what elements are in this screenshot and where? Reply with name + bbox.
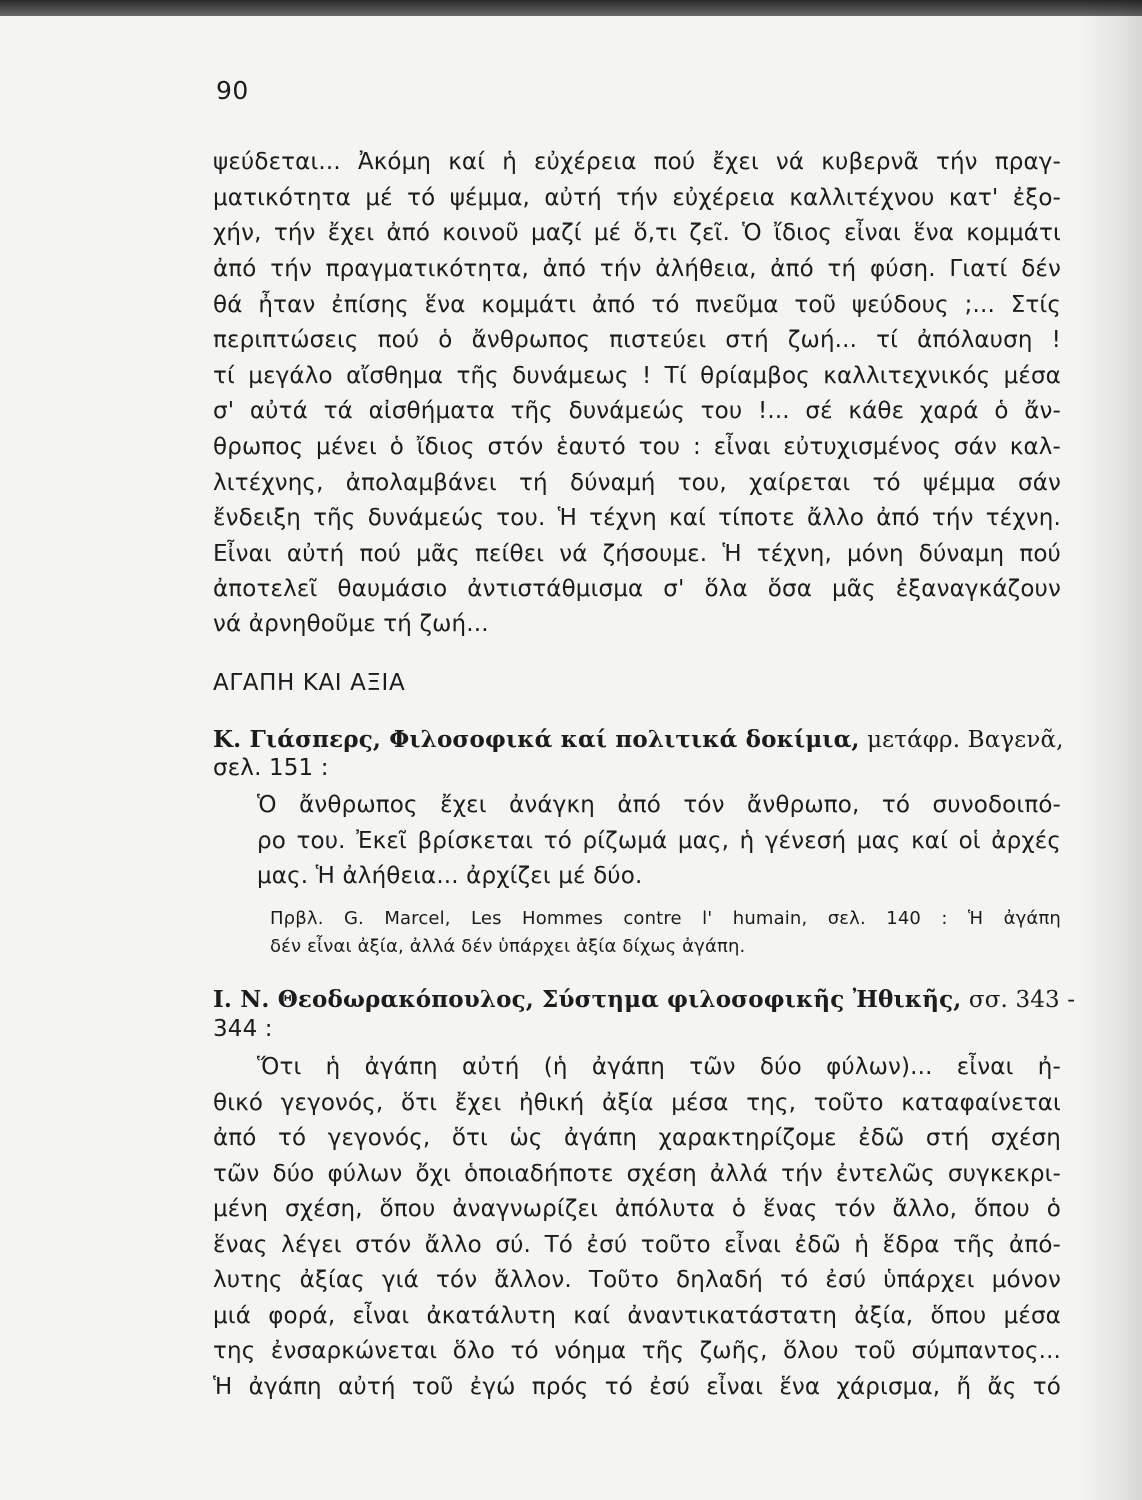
text-line: θρωπος μένει ὁ ἴδιος στόν ἑαυτό του : εἶναι εὐτυχισμένος σάν καλ-: [213, 434, 1061, 460]
page-number: 90: [216, 76, 249, 105]
reference-author-title: Κ. Γιάσπερς, Φιλοσοφικά καί πολιτικά δοκίμια,: [213, 726, 860, 753]
text-line: σ' αὐτά τά αἰσθήματα τῆς δυνάμεώς του !... σέ κάθε χαρά ὁ ἄν-: [213, 398, 1061, 424]
text-line: θά ἦταν ἐπίσης ἕνα κομμάτι ἀπό τό πνεῦμα τοῦ ψεύδους ;... Στίς: [213, 292, 1061, 318]
text-line: λυτης ἀξίας γιά τόν ἄλλον. Τοῦτο δηλαδή τό ἐσύ ὑπάρχει μόνον: [213, 1267, 1061, 1293]
text-line: τῶν δύο φύλων ὄχι ὁποιαδήποτε σχέση ἀλλά τήν ἐντελῶς συγκεκρι-: [213, 1161, 1061, 1187]
text-line: χήν, τήν ἔχει ἀπό κοινοῦ μαζί μέ ὅ,τι ζεῖ. Ὁ ἴδιος εἶναι ἕνα κομμάτι: [213, 220, 1061, 246]
citation-line: δέν εἶναι ἀξία, ἀλλά δέν ὑπάρχει ἀξία δίχως ἀγάπη.: [270, 936, 746, 957]
reference-page: 344 :: [213, 1016, 273, 1042]
section-heading: ΑΓΑΠΗ ΚΑΙ ΑΞΙΑ: [213, 670, 406, 696]
page-edge-shadow: [1078, 0, 1142, 1500]
text-line: Ὅτι ἡ ἀγάπη αὐτή (ἡ ἀγάπη τῶν δύο φύλων)... εἶναι ἠ-: [257, 1054, 1061, 1080]
text-line: Ὁ ἄνθρωπος ἔχει ἀνάγκη ἀπό τόν ἄνθρωπο, τό συνοδοιπό-: [257, 792, 1061, 818]
text-line: λιτέχνης, ἀπολαμβάνει τή δύναμή του, χαίρεται τό ψέμμα σάν: [213, 470, 1061, 496]
text-line: μας. Ἡ ἀλήθεια... ἀρχίζει μέ δύο.: [257, 863, 643, 889]
text-line: τί μεγάλο αἴσθημα τῆς δυνάμεως ! Τί θρίαμβος καλλιτεχνικός μέσα: [213, 363, 1061, 389]
text-line: ἕνας λέγει στόν ἄλλο σύ. Τό ἐσύ τοῦτο εἶναι ἐδῶ ἡ ἕδρα τῆς ἀπό-: [213, 1232, 1061, 1258]
text-line: μένη σχέση, ὅπου ἀναγνωρίζει ἀπόλυτα ὁ ἕνας τόν ἄλλο, ὅπου ὁ: [213, 1196, 1061, 1222]
text-line: ματικότητα μέ τό ψέμμα, αὐτή τήν εὐχέρεια καλλιτέχνου κατ' ἐξο-: [213, 185, 1061, 211]
text-line: ψεύδεται... Ἀκόμη καί ἡ εὐχέρεια πού ἔχει νά κυβερνᾶ τήν πραγ-: [213, 149, 1061, 175]
text-line: μιά φορά, εἶναι ἀκατάλυτη καί ἀναντικατάστατη ἀξία, ὅπου μέσα: [213, 1303, 1061, 1329]
text-line: περιπτώσεις πού ὁ ἄνθρωπος πιστεύει στή ζωή... τί ἀπόλαυση !: [213, 327, 1061, 353]
text-line: ἔνδειξη τῆς δυνάμεώς του. Ἡ τέχνη καί τίποτε ἄλλο ἀπό τήν τέχνη.: [213, 505, 1061, 531]
text-line: Ἡ ἀγάπη αὐτή τοῦ ἐγώ πρός τό ἐσύ εἶναι ἕνα χάρισμα, ἤ ἄς τό: [213, 1374, 1061, 1400]
reference-author-title: Ι. Ν. Θεοδωρακόπουλος, Σύστημα φιλοσοφικῆς Ἠθικῆς,: [213, 986, 962, 1013]
text-line: ἀποτελεῖ θαυμάσιο ἀντιστάθμισμα σ' ὅλα ὅσα μᾶς ἐξαναγκάζουν: [213, 576, 1061, 602]
reference-page: σελ. 151 :: [213, 755, 329, 781]
reference-details: σσ. 343 -: [961, 987, 1076, 1013]
text-line: Εἶναι αὐτή πού μᾶς πείθει νά ζήσουμε. Ἡ τέχνη, μόνη δύναμη πού: [213, 541, 1061, 567]
citation-line: Πρβλ. G. Marcel, Les Hommes contre l' humain, σελ. 140 : Ἡ ἀγάπη: [270, 908, 1061, 929]
reference-details: μετάφρ. Βαγενᾶ,: [859, 727, 1064, 753]
text-line: ἀπό τήν πραγματικότητα, ἀπό τήν ἀλήθεια, ἀπό τή φύση. Γιατί δέν: [213, 256, 1061, 282]
scan-top-border: [0, 0, 1142, 16]
reference-theodorakopoulos: [213, 984, 1076, 1016]
text-line: νά ἀρνηθοῦμε τή ζωή...: [213, 611, 489, 637]
text-line: ρο του. Ἐκεῖ βρίσκεται τό ρίζωμά μας, ἡ γένεσή μας καί οἱ ἀρχές: [257, 828, 1061, 854]
text-line: της ἐνσαρκώνεται ὅλο τό νόημα τῆς ζωῆς, ὅλου τοῦ σύμπαντος...: [213, 1338, 1061, 1364]
text-line: θικό γεγονός, ὅτι ἔχει ἠθική ἀξία μέσα της, τοῦτο καταφαίνεται: [213, 1090, 1061, 1116]
text-line: ἀπό τό γεγονός, ὅτι ὡς ἀγάπη χαρακτηρίζομε ἐδῶ στή σχέση: [213, 1125, 1061, 1151]
